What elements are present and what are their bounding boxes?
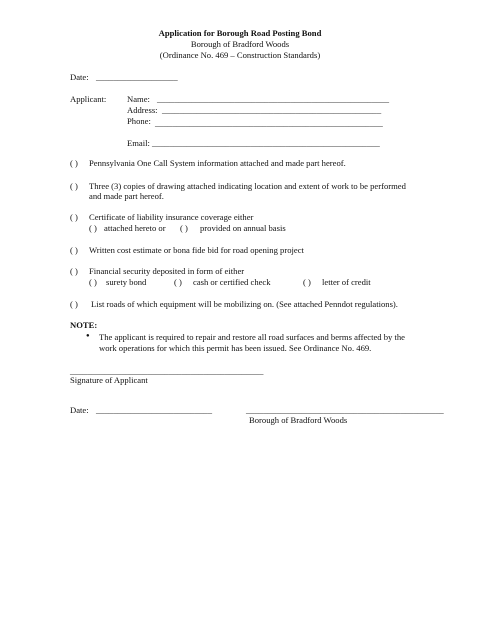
applicant-label: Applicant: <box>70 94 107 104</box>
note-text-line1: The applicant is required to repair and restore all road surfaces and berms affected by the <box>99 332 405 342</box>
email-field[interactable]: _____________________________________________________ <box>152 138 380 148</box>
signature-line[interactable]: _____________________________________________ <box>70 366 264 376</box>
item-cost-estimate: Written cost estimate or bona fide bid for road opening project <box>89 245 304 255</box>
checkbox-attached-hereto[interactable]: ( ) <box>89 223 97 233</box>
option-surety-bond: surety bond <box>106 277 147 287</box>
item-roads: List roads of which equipment will be mobilizing on. (See attached Penndot regulations). <box>91 299 398 309</box>
name-field[interactable]: ______________________________________________________ <box>157 94 390 104</box>
email-label: Email: <box>127 138 150 148</box>
checkbox-cost-estimate[interactable]: ( ) <box>70 245 78 255</box>
phone-field[interactable]: _____________________________________________________ <box>155 118 383 128</box>
address-label: Address: <box>127 105 158 115</box>
signature-label: Signature of Applicant <box>70 375 148 385</box>
footer-date-label: Date: <box>70 405 89 415</box>
checkbox-financial-security[interactable]: ( ) <box>70 266 78 276</box>
option-annual-basis: provided on annual basis <box>200 223 286 233</box>
ordinance-reference: (Ordinance No. 469 – Construction Standards) <box>159 50 321 60</box>
checkbox-drawings[interactable]: ( ) <box>70 181 78 191</box>
bullet-icon: ● <box>86 333 90 339</box>
item-drawings-line2: and made part hereof. <box>89 191 164 201</box>
checkbox-one-call[interactable]: ( ) <box>70 158 78 168</box>
borough-signature-line[interactable]: ______________________________________________ <box>246 405 444 415</box>
item-one-call: Pennsylvania One Call System information attached and made part hereof. <box>89 158 346 168</box>
checkbox-surety-bond[interactable]: ( ) <box>89 277 97 287</box>
checkbox-roads[interactable]: ( ) <box>70 299 78 309</box>
name-label: Name: <box>127 94 150 104</box>
checkbox-cash-check[interactable]: ( ) <box>174 277 182 287</box>
footer-date-field[interactable]: ___________________________ <box>96 405 213 415</box>
phone-label: Phone: <box>127 116 151 126</box>
note-label: NOTE: <box>70 320 98 330</box>
address-field[interactable]: ___________________________________________________ <box>162 105 382 115</box>
checkbox-letter-of-credit[interactable]: ( ) <box>303 277 311 287</box>
option-cash-check: cash or certified check <box>193 277 271 287</box>
checkbox-annual-basis[interactable]: ( ) <box>180 223 188 233</box>
item-insurance: Certificate of liability insurance coverage either <box>89 212 254 222</box>
item-financial-security: Financial security deposited in form of either <box>89 266 245 276</box>
note-text-line2: work operations for which this permit has been issued. See Ordinance No. 469. <box>99 343 372 353</box>
date-label: Date: <box>70 72 89 82</box>
checkbox-insurance[interactable]: ( ) <box>70 212 78 222</box>
date-field[interactable]: ___________________ <box>96 72 178 82</box>
municipality-name: Borough of Bradford Woods <box>190 39 290 49</box>
option-letter-of-credit: letter of credit <box>322 277 371 287</box>
option-attached-hereto: attached hereto or <box>104 223 166 233</box>
item-drawings-line1: Three (3) copies of drawing attached indicating location and extent of work to be performed <box>89 181 406 191</box>
form-title: Application for Borough Road Posting Bond <box>158 28 322 38</box>
borough-label: Borough of Bradford Woods <box>249 415 348 425</box>
